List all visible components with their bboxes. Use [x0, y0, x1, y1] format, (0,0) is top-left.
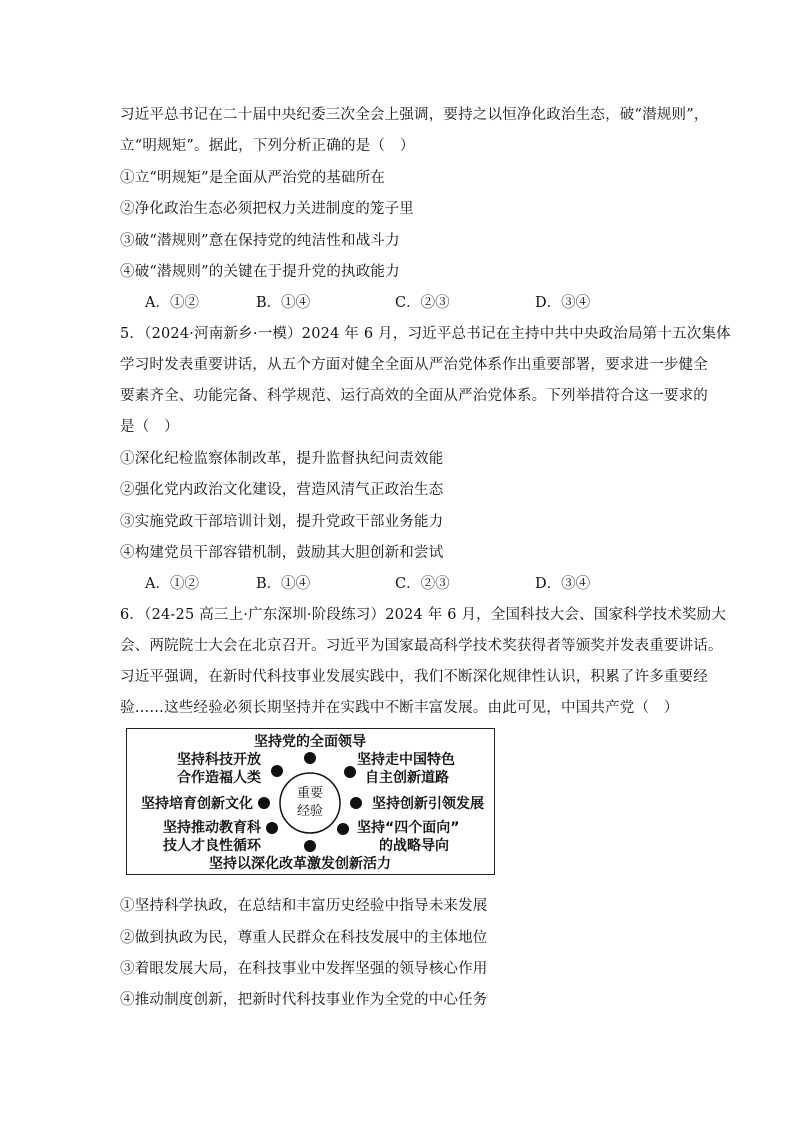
q5-option-b[interactable]: B．①④: [256, 576, 311, 592]
node-low-left-1: 坚持推动教育科: [163, 820, 261, 836]
q6-stem-line-2: 会、两院院士大会在北京召开。习近平为国家最高科学技术奖获得者等颁奖并发表重要讲话。: [120, 638, 723, 654]
node-top: 坚持党的全面领导: [254, 734, 366, 750]
q6-stem-line-1: 6．（24-25 高三上·广东深圳·阶段练习）2024 年 6 月，全国科技大会、国家科学技术奖励大: [120, 607, 727, 623]
bullet-top-left: [271, 765, 283, 777]
bullet-mid-left: [258, 797, 270, 809]
bullet-bottom: [304, 840, 316, 852]
q6-statement-4: ④推动制度创新，把新时代科技事业作为全党的中心任务: [120, 992, 488, 1008]
q4-statement-3: ③破“潜规则”意在保持党的纯洁性和战斗力: [120, 233, 400, 249]
q5-option-d[interactable]: D．③④: [535, 576, 591, 592]
node-mid-left: 坚持培育创新文化: [141, 796, 253, 812]
center-label-1: 重要: [296, 786, 324, 801]
q6-statement-2: ②做到执政为民，尊重人民群众在科技发展中的主体地位: [120, 930, 488, 946]
q4-statement-1: ①立“明规矩”是全面从严治党的基础所在: [120, 170, 386, 186]
experience-diagram-svg: [127, 729, 496, 876]
q5-stem-line-4: 是（ ）: [120, 419, 179, 435]
center-circle: [280, 773, 340, 833]
q4-statement-2: ②净化政治生态必须把权力关进制度的笼子里: [120, 201, 414, 217]
node-top-left-1: 坚持科技开放: [177, 752, 261, 768]
bullet-mid-right: [350, 797, 362, 809]
node-low-left-2: 技人才良性循环: [163, 838, 261, 854]
q6-statement-1: ①坚持科学执政，在总结和丰富历史经验中指导未来发展: [120, 898, 488, 914]
q5-stem-line-3: 要素齐全、功能完备、科学规范、运行高效的全面从严治党体系。下列举措符合这一要求的: [120, 388, 708, 404]
q4-option-a[interactable]: A．①②: [145, 295, 199, 311]
node-top-right-1: 坚持走中国特色: [357, 752, 455, 768]
center-label-2: 经验: [296, 804, 324, 819]
q4-statement-4: ④破“潜规则”的关键在于提升党的执政能力: [120, 264, 400, 280]
q4-option-b[interactable]: B．①④: [256, 295, 311, 311]
q5-option-c[interactable]: C．②③: [395, 576, 450, 592]
experience-diagram: [126, 728, 495, 875]
q5-option-a[interactable]: A．①②: [145, 576, 199, 592]
q5-stem-line-1: 5．（2024·河南新乡·一模）2024 年 6 月，习近平总书记在主持中共中央政治局第十五次集体: [120, 326, 731, 342]
node-top-right-2: 自主创新道路: [365, 770, 449, 786]
node-top-left-2: 合作造福人类: [177, 770, 261, 786]
bullet-low-left: [266, 822, 278, 834]
q4-stem-line-1: 习近平总书记在二十届中央纪委三次全会上强调，要持之以恒净化政治生态，破“潜规则”，: [120, 107, 709, 123]
q5-statement-3: ③实施党政干部培训计划，提升党政干部业务能力: [120, 514, 444, 530]
q4-stem-line-2: 立“明规矩”。据此，下列分析正确的是（ ）: [120, 138, 415, 154]
node-low-right-1: 坚持“四个面向”: [357, 820, 460, 836]
q6-statement-3: ③着眼发展大局，在科技事业中发挥坚强的领导核心作用: [120, 961, 488, 977]
q5-statement-4: ④构建党员干部容错机制，鼓励其大胆创新和尝试: [120, 545, 444, 561]
node-bottom: 坚持以深化改革激发创新活力: [209, 856, 391, 872]
q4-option-d[interactable]: D．③④: [535, 295, 591, 311]
q4-option-c[interactable]: C．②③: [395, 295, 450, 311]
q5-statement-1: ①深化纪检监察体制改革，提升监督执纪问责效能: [120, 451, 444, 467]
bullet-low-right: [337, 823, 349, 835]
bullet-top: [304, 752, 316, 764]
q6-stem-line-3: 习近平强调，在新时代科技事业发展实践中，我们不断深化规律性认识，积累了许多重要经: [120, 669, 708, 685]
node-low-right-2: 的战略导向: [379, 838, 449, 854]
q6-stem-line-4: 验……这些经验必须长期坚持并在实践中不断丰富发展。由此可见，中国共产党（ ）: [120, 700, 679, 716]
q5-stem-line-2: 学习时发表重要讲话，从五个方面对健全全面从严治党体系作出重要部署，要求进一步健全: [120, 357, 708, 373]
node-mid-right: 坚持创新引领发展: [372, 796, 484, 812]
q5-statement-2: ②强化党内政治文化建设，营造风清气正政治生态: [120, 482, 444, 498]
bullet-top-right: [344, 766, 356, 778]
